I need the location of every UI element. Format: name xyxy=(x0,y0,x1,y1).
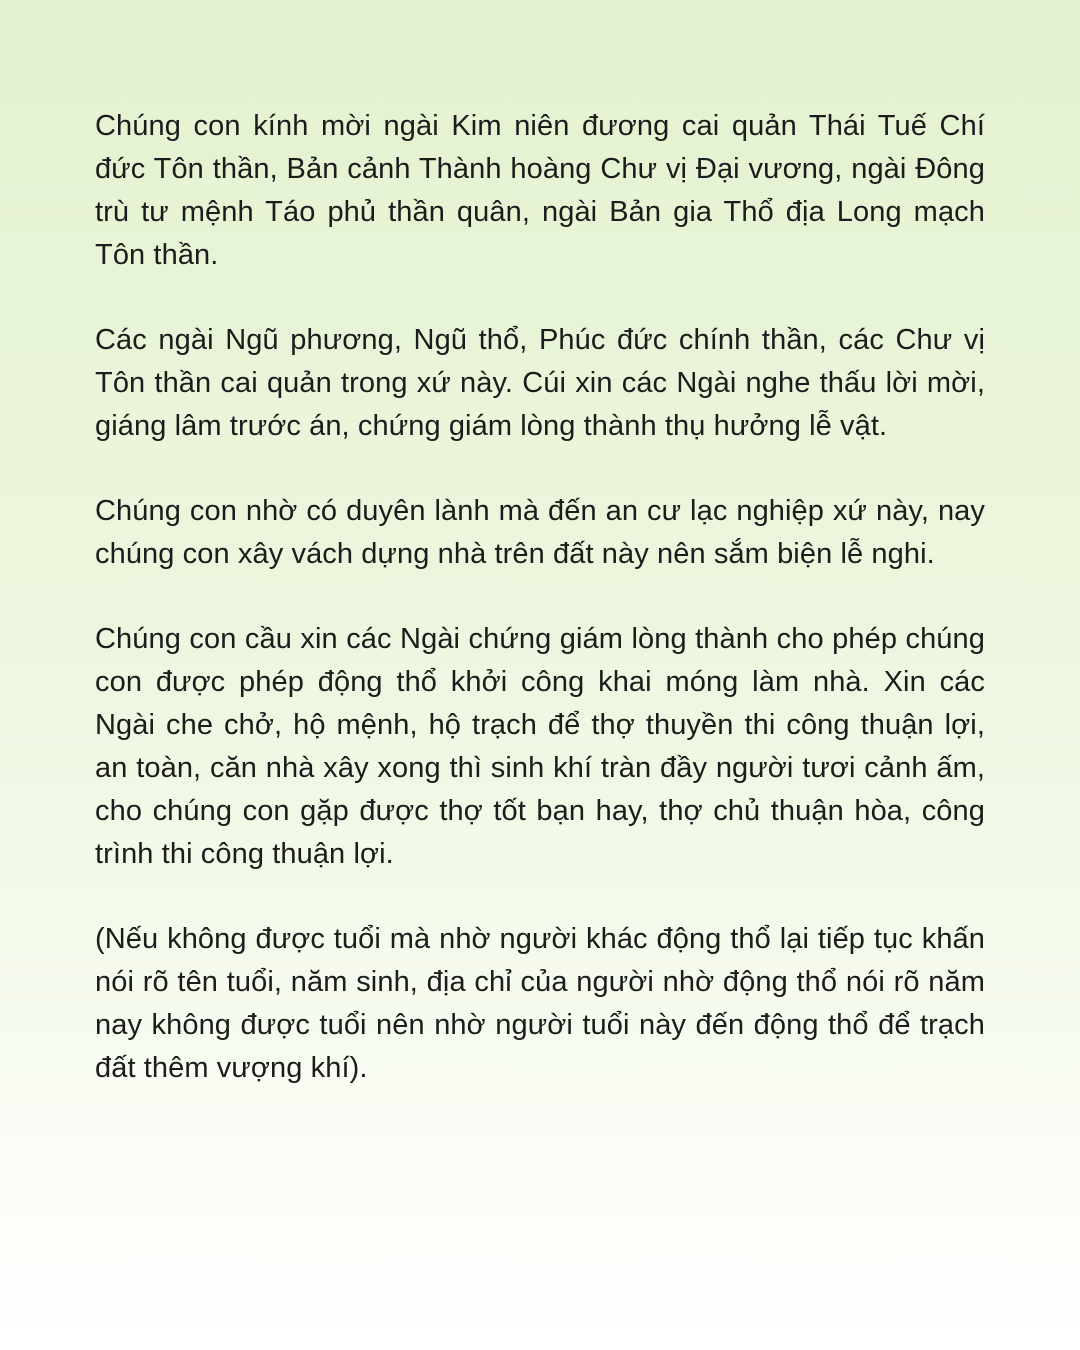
paragraph-invocation: Chúng con kính mời ngài Kim niên đương cai quản Thái Tuế Chí đức Tôn thần, Bản cảnh Thành hoàng Chư vị Đại vương, ngài Đông trù tư mệnh Táo phủ thần quân, ngài Bản gia Thổ địa Long mạch Tôn thần. xyxy=(95,110,985,271)
paragraph-residence: Chúng con nhờ có duyên lành mà đến an cư lạc nghiệp xứ này, nay chúng con xây vách dựng nhà trên đất này nên sắm biện lễ nghi. xyxy=(95,495,985,570)
paragraph-request: Chúng con cầu xin các Ngài chứng giám lòng thành cho phép chúng con được phép động thổ khởi công khai móng làm nhà. Xin các Ngài che chở, hộ mệnh, hộ trạch để thợ thuyền thi công thuận lợi, an toàn, căn nhà xây xong thì sinh khí tràn đầy người tươi cảnh ấm, cho chúng con gặp được thợ tốt bạn hay, thợ chủ thuận hòa, công trình thi công thuận lợi. xyxy=(95,623,985,870)
paragraph-deities: Các ngài Ngũ phương, Ngũ thổ, Phúc đức chính thần, các Chư vị Tôn thần cai quản trong xứ này. Cúi xin các Ngài nghe thấu lời mời, giáng lâm trước án, chứng giám lòng thành thụ hưởng lễ vật. xyxy=(95,324,985,442)
paragraph-note: (Nếu không được tuổi mà nhờ người khác động thổ lại tiếp tục khấn nói rõ tên tuổi, năm sinh, địa chỉ của người nhờ động thổ nói rõ năm nay không được tuổi nên nhờ người tuổi này đến động thổ để trạch đất thêm vượng khí). xyxy=(95,923,985,1084)
prayer-text-body xyxy=(95,105,985,1132)
